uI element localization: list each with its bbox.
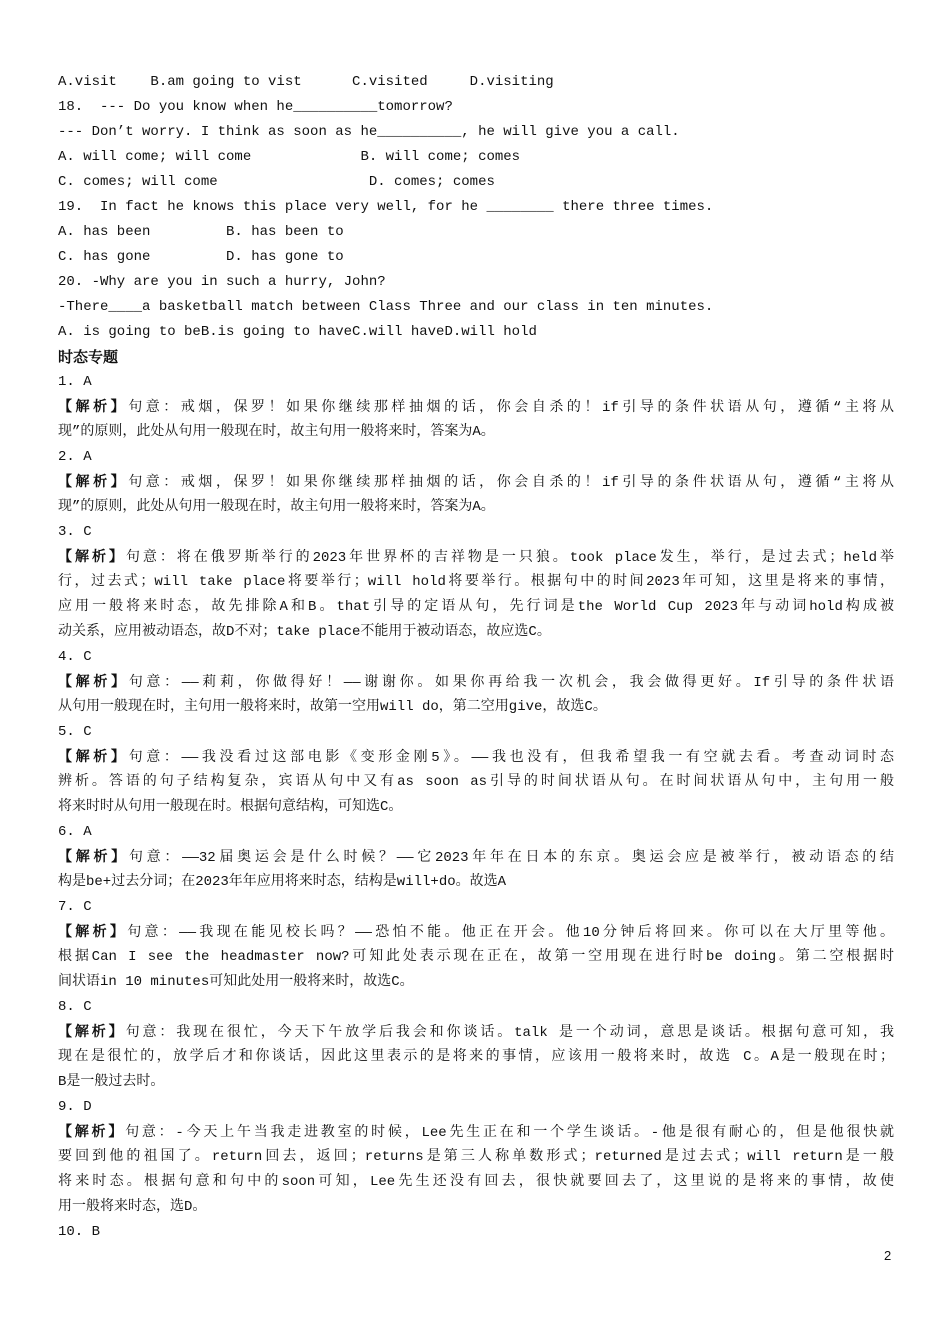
analysis-text: 句意：戒烟，保罗！如果你继续那样抽烟的话，你会自杀的！if引导的条件状语从句，遵循“主将从 — [128, 400, 894, 416]
page-number: 2 — [884, 1248, 892, 1263]
analysis-label: 【解析】 — [58, 849, 129, 865]
analysis-line — [58, 1045, 894, 1070]
analysis-line — [58, 870, 894, 895]
analysis-text: 将来时态。根据句意和句中的soon可知，Lee先生还没有回去，很快就要回去了，这里说的是将来的事情，故使 — [58, 1174, 894, 1190]
analysis-text: 句意：——我现在能见校长吗？——恐怕不能。他正在开会。他10分钟后将回来。你可以在大厅里等他。 — [127, 925, 894, 941]
analysis-line — [58, 1120, 894, 1145]
analysis-line — [58, 620, 894, 645]
analysis-text: 将来时时从句用一般现在时。根据句意结构，可知选C。 — [58, 799, 403, 815]
analysis-line — [58, 570, 894, 595]
analysis-text: 现”的原则，此处从句用一般现在时，故主句用一般将来时，答案为A。 — [58, 424, 495, 440]
question-line: C. comes; will come D. comes; comes — [58, 174, 495, 190]
question-line: 18. --- Do you know when he__________tomorrow? — [58, 99, 453, 115]
analysis-text: 句意：——32届奥运会是什么时候？——它2023年年在日本的东京。奥运会应是被举行，被动语态的结 — [128, 850, 894, 866]
answer-number: 6. A — [58, 824, 92, 840]
analysis-line — [58, 745, 894, 770]
question-line: --- Don’t worry. I think as soon as he__________, he will give you a call. — [58, 124, 680, 140]
analysis-line — [58, 1195, 894, 1220]
analysis-line — [58, 845, 894, 870]
analysis-line — [58, 1145, 894, 1170]
analysis-line — [58, 1020, 894, 1045]
question-line: A. will come; will come B. will come; comes — [58, 149, 521, 165]
analysis-line — [58, 1070, 894, 1095]
analysis-line — [58, 695, 894, 720]
question-line: 19. In fact he knows this place very well, for he ________ there three times. — [58, 199, 714, 215]
analysis-label: 【解析】 — [58, 924, 128, 940]
analysis-text: 应用一般将来时态，故先排除A和B。that引导的定语从句，先行词是the World Cup 2023年与动词hold构成被 — [58, 599, 894, 615]
analysis-line — [58, 795, 894, 820]
answer-number: 7. C — [58, 899, 92, 915]
analysis-text: 句意：我现在很忙，今天下午放学后我会和你谈话。talk 是一个动词，意思是谈话。根据句意可知，我 — [125, 1025, 894, 1041]
analysis-text: 现”的原则，此处从句用一般现在时，故主句用一般将来时，答案为A。 — [58, 499, 495, 515]
analysis-text: 句意：将在俄罗斯举行的2023年世界杯的吉祥物是一只狼。took place发生，举行，是过去式；held举 — [125, 550, 894, 566]
analysis-text: 句意：-今天上午当我走进教室的时候，Lee先生正在和一个学生谈话。-他是很有耐心的，但是他很快就 — [125, 1125, 894, 1141]
analysis-text: 现在是很忙的，放学后才和你谈话，因此这里表示的是将来的事情，应该用一般将来时，故选 C。A是一般现在时； — [58, 1049, 894, 1065]
analysis-text: 辨析。答语的句子结构复杂，宾语从句中又有as soon as引导的时间状语从句。在时间状语从句中，主句用一般 — [58, 774, 894, 790]
analysis-line — [58, 945, 894, 970]
analysis-line — [58, 770, 894, 795]
question-line: A.visit B.am going to vist C.visited D.visiting — [58, 74, 554, 90]
analysis-label: 【解析】 — [58, 1124, 126, 1140]
analysis-text: 间状语in 10 minutes可知此处用一般将来时，故选C。 — [58, 974, 414, 990]
analysis-text: 从句用一般现在时，主句用一般将来时，故第一空用will do，第二空用give，故选C。 — [58, 699, 607, 715]
analysis-text: 根据Can I see the headmaster now?可知此处表示现在正在，故第一空用现在进行时be doing。第二空根据时 — [58, 949, 894, 965]
question-line: A. has been B. has been to — [58, 224, 344, 240]
answer-number: 5. C — [58, 724, 92, 740]
answer-number: 9. D — [58, 1099, 92, 1115]
question-line: -There____a basketball match between Class Three and our class in ten minutes. — [58, 299, 714, 315]
analysis-text: 句意：——我没看过这部电影《变形金刚5》。——我也没有，但我希望我一有空就去看。考查动词时态 — [128, 750, 894, 766]
analysis-line — [58, 495, 894, 520]
section-title: 时态专题 — [58, 348, 119, 366]
question-line: 20. -Why are you in such a hurry, John? — [58, 274, 386, 290]
answer-number: 8. C — [58, 999, 92, 1015]
analysis-line — [58, 545, 894, 570]
analysis-label: 【解析】 — [58, 474, 129, 490]
analysis-text: 行，过去式；will take place将要举行；will hold将要举行。根据句中的时间2023年可知，这里是将来的事情， — [58, 574, 894, 590]
analysis-line — [58, 470, 894, 495]
question-line: A. is going to beB.is going to haveC.will haveD.will hold — [58, 324, 537, 340]
analysis-line — [58, 420, 894, 445]
question-line: C. has gone D. has gone to — [58, 249, 344, 265]
document-content — [58, 70, 894, 1245]
answer-number: 4. C — [58, 649, 92, 665]
analysis-label: 【解析】 — [58, 399, 129, 415]
analysis-line — [58, 395, 894, 420]
analysis-text: 句意：戒烟，保罗！如果你继续那样抽烟的话，你会自杀的！if引导的条件状语从句，遵循“主将从 — [128, 475, 894, 491]
answer-number: 2. A — [58, 449, 92, 465]
analysis-text: 要回到他的祖国了。return回去，返回；returns是第三人称单数形式；returned是过去式；will return是一般 — [58, 1149, 894, 1165]
analysis-line — [58, 1170, 894, 1195]
analysis-label: 【解析】 — [58, 1024, 126, 1040]
answer-number: 1. A — [58, 374, 92, 390]
analysis-text: 构是be+过去分词；在2023年年应用将来时态，结构是will+do。故选A — [58, 874, 507, 890]
analysis-text: 用一般将来时态，选D。 — [58, 1199, 207, 1215]
analysis-line — [58, 920, 894, 945]
analysis-text: 动关系，应用被动语态，故D不对；take place不能用于被动语态，故应选C。 — [58, 624, 551, 640]
analysis-line — [58, 970, 894, 995]
answer-number: 10. B — [58, 1224, 101, 1240]
analysis-text: B是一般过去时。 — [58, 1074, 165, 1090]
analysis-label: 【解析】 — [58, 749, 129, 765]
analysis-line — [58, 595, 894, 620]
analysis-text: 句意：——莉莉，你做得好！——谢谢你。如果你再给我一次机会，我会做得更好。If引导的条件状语 — [128, 675, 894, 691]
answer-number: 3. C — [58, 524, 92, 540]
analysis-line — [58, 670, 894, 695]
analysis-label: 【解析】 — [58, 674, 129, 690]
analysis-label: 【解析】 — [58, 549, 126, 565]
